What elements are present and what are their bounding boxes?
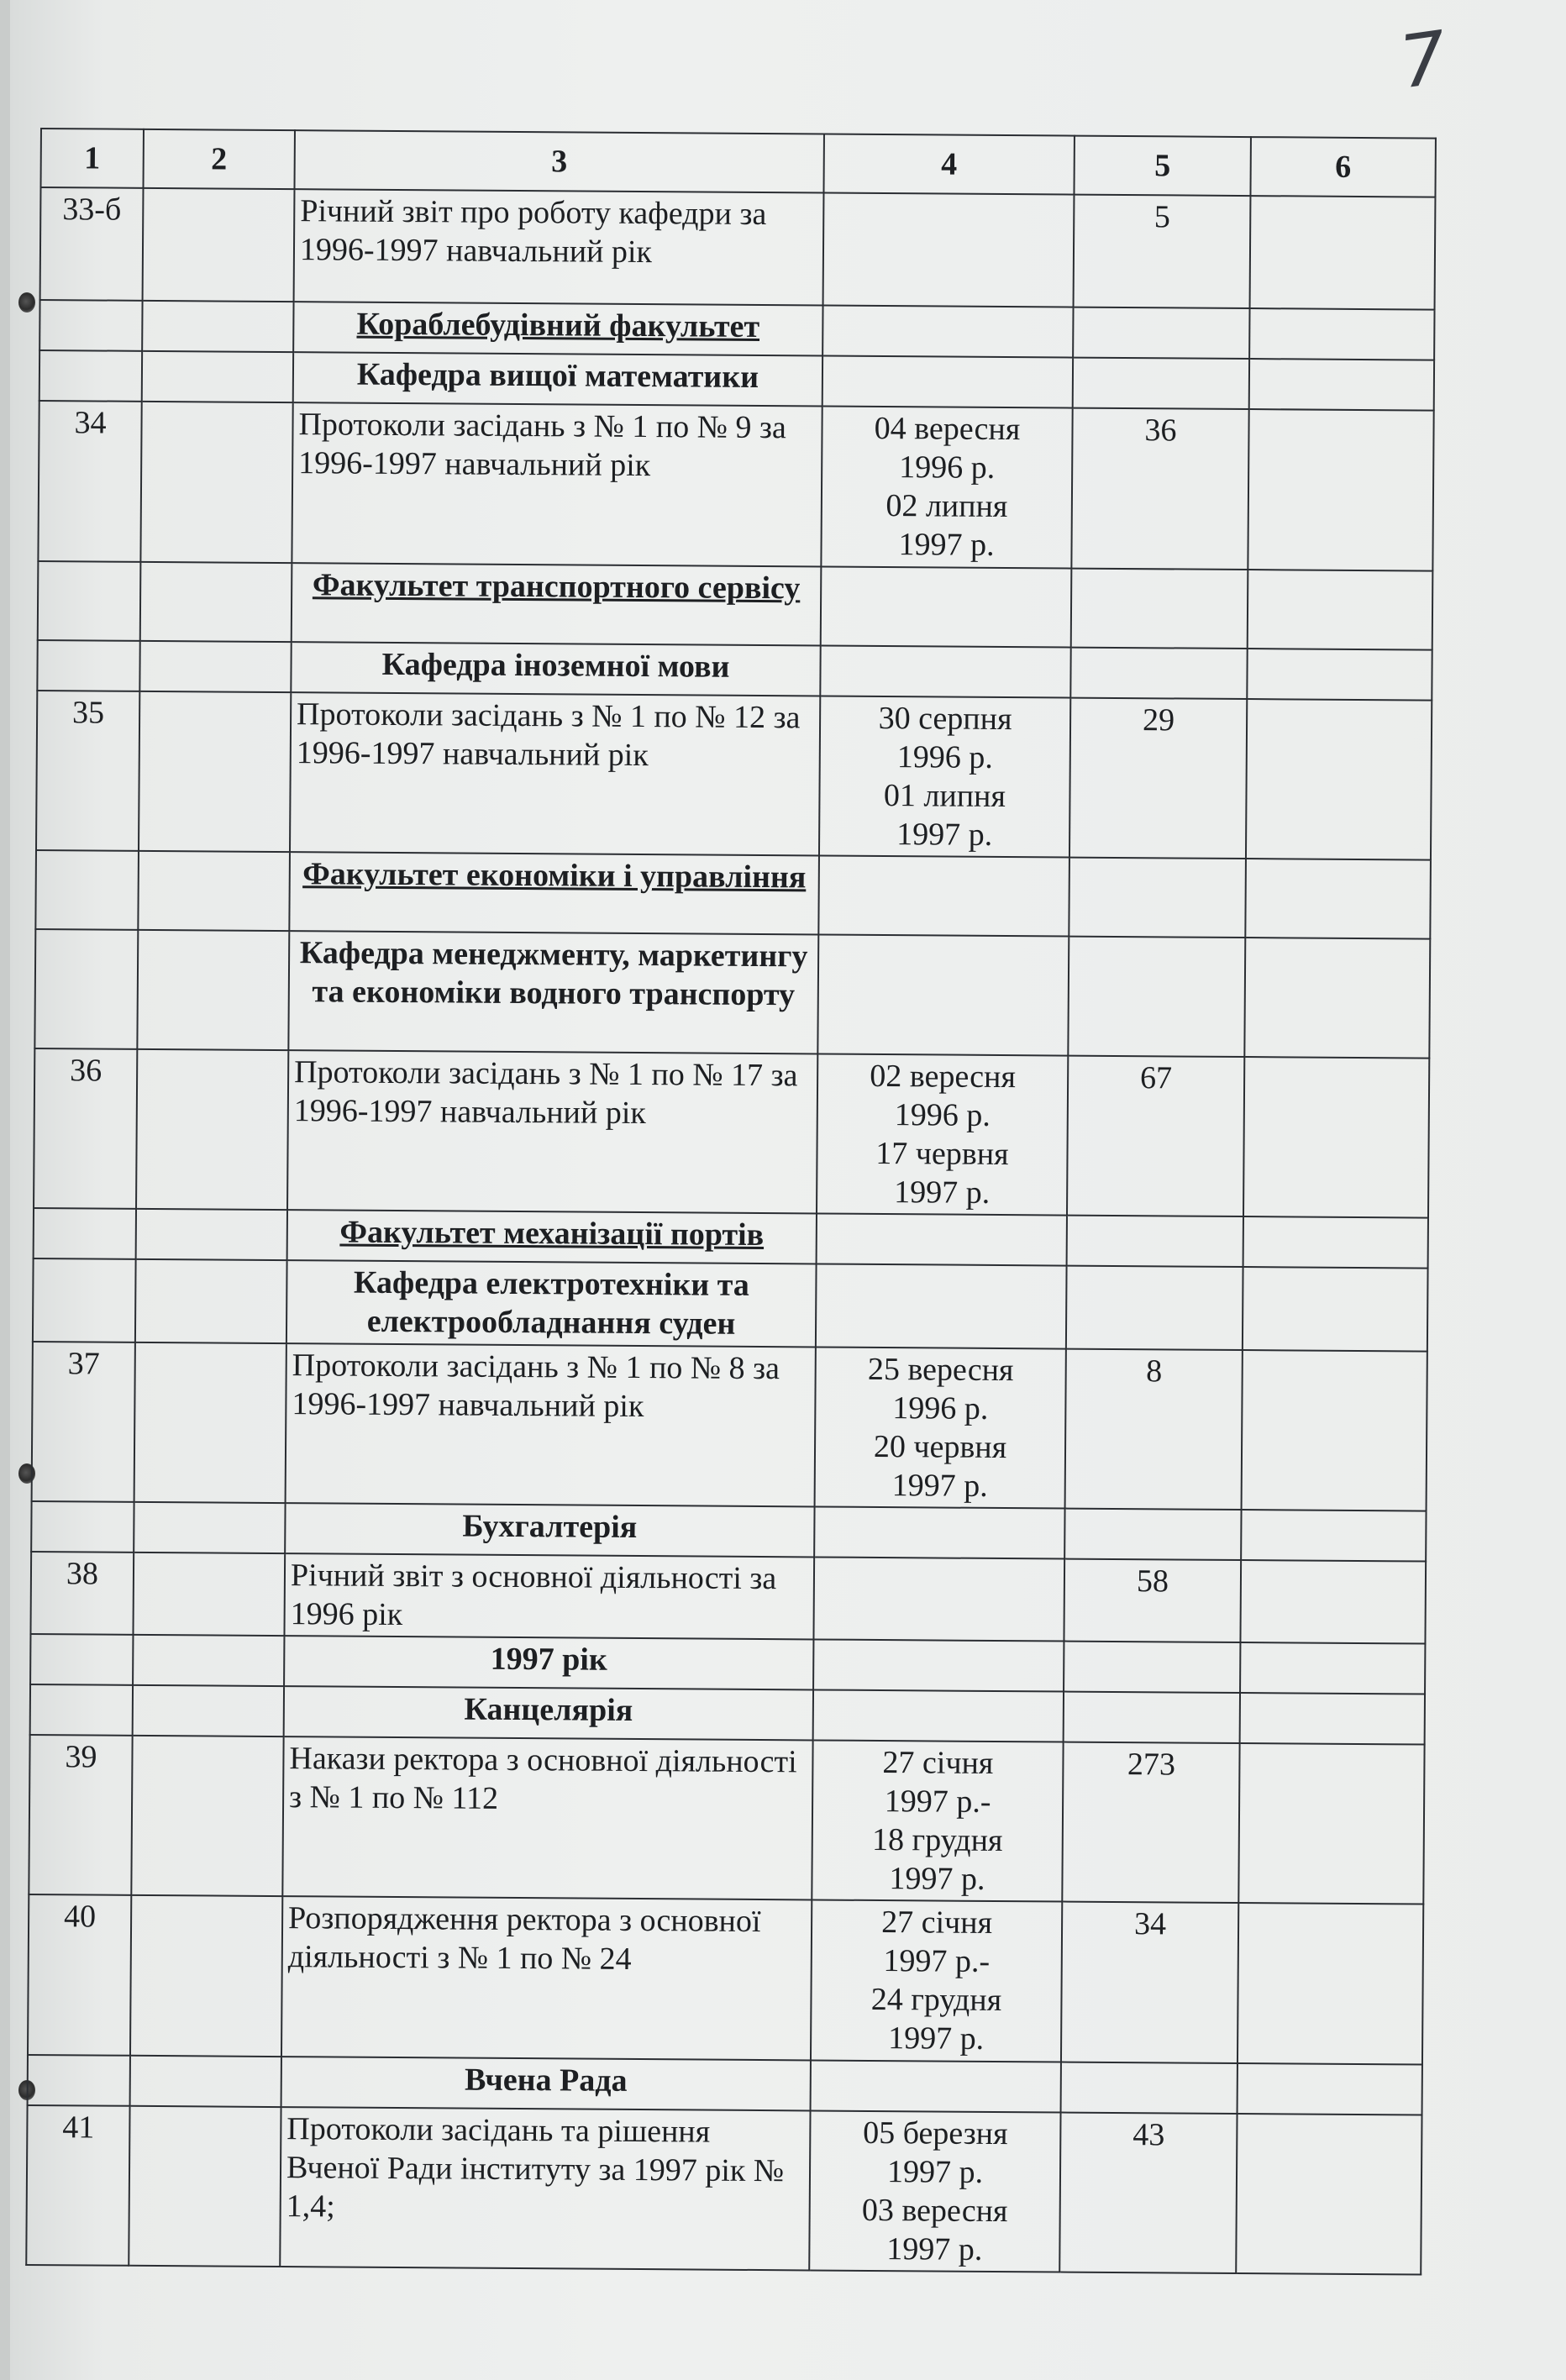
empty-cell: [1245, 859, 1431, 939]
date-line: 1997 р.-: [884, 1784, 991, 1820]
empty-cell: [1249, 308, 1434, 360]
empty-cell: [131, 1736, 283, 1896]
empty-cell: [28, 2054, 130, 2105]
empty-cell: [1240, 1560, 1426, 1644]
faculty-title: Факультет транспортного сервісу: [292, 563, 822, 646]
empty-cell: [1243, 1057, 1429, 1218]
sheet-count-cell: 67: [1067, 1056, 1244, 1217]
empty-cell: [1071, 568, 1248, 649]
date-line: 1997 р.: [896, 816, 993, 853]
date-line: 1997 р.-: [883, 1943, 991, 1980]
date-range-cell: [811, 1900, 1062, 2062]
item-number-cell: 33-б: [40, 187, 144, 301]
date-range-cell: [813, 1557, 1064, 1641]
date-line: 03 вересня: [861, 2192, 1008, 2229]
date-line: 02 вересня: [870, 1059, 1017, 1095]
date-line: 1996 р.: [892, 1390, 989, 1426]
department-title: Бухгалтерія: [285, 1503, 814, 1557]
inventory-table: [25, 128, 1437, 2276]
empty-cell: [820, 645, 1070, 697]
empty-cell: [39, 350, 142, 402]
empty-cell: [1236, 2114, 1421, 2275]
empty-cell: [822, 356, 1073, 408]
empty-cell: [1064, 1508, 1241, 1560]
empty-cell: [1247, 649, 1432, 701]
empty-cell: [135, 1259, 287, 1342]
empty-cell: [817, 1214, 1067, 1266]
faculty-title: Факультет економіки і управління: [289, 852, 819, 935]
faculty-header-row: [38, 560, 1433, 649]
item-title-cell: Річний звіт з основної діяльності за 1996 рік: [284, 1553, 814, 1640]
empty-cell: [1240, 1642, 1425, 1694]
empty-cell: [138, 851, 290, 931]
empty-cell: [821, 566, 1072, 647]
empty-cell: [1242, 1350, 1427, 1511]
date-line: 1997 р.: [887, 2020, 985, 2057]
date-line: 05 березня: [863, 2115, 1008, 2151]
date-range-cell: [821, 407, 1072, 568]
date-line: 27 січня: [881, 1905, 993, 1941]
empty-cell: [1070, 647, 1247, 699]
empty-cell: [139, 691, 291, 852]
empty-cell: [139, 640, 291, 691]
item-number-cell: 40: [28, 1894, 131, 2055]
date-line: 20 червня: [873, 1428, 1007, 1465]
sheet-count-cell: 5: [1074, 195, 1251, 309]
empty-cell: [1064, 1692, 1240, 1744]
empty-cell: [133, 1635, 284, 1686]
date-line: 30 серпня: [878, 700, 1012, 737]
empty-cell: [133, 1685, 284, 1736]
empty-cell: [133, 1553, 285, 1636]
column-header: 4: [823, 134, 1074, 195]
item-title-cell: Річний звіт про роботу кафедри за 1996-1997 навчальний рік: [294, 189, 824, 306]
item-title-cell: Накази ректора з основної діяльності з № 1 по № 112: [282, 1736, 812, 1900]
item-number-cell: 39: [29, 1735, 132, 1895]
empty-cell: [1249, 359, 1434, 411]
empty-cell: [1068, 937, 1245, 1058]
date-line: 1997 р.: [891, 1467, 988, 1504]
empty-cell: [129, 2105, 281, 2267]
table-row: [28, 1894, 1423, 2064]
faculty-title: Факультет механізації портів: [287, 1210, 817, 1264]
date-line: 01 липня: [883, 777, 1006, 814]
column-header: 3: [294, 130, 823, 192]
empty-cell: [134, 1342, 286, 1502]
date-line: 1997 р.: [894, 1174, 991, 1211]
department-title: Канцелярія: [284, 1686, 813, 1740]
date-line: 1997 р.: [886, 2153, 984, 2190]
department-title: Вчена Рада: [281, 2057, 811, 2110]
empty-cell: [1243, 1267, 1428, 1351]
empty-cell: [38, 560, 141, 640]
date-line: 25 вересня: [867, 1351, 1014, 1388]
empty-cell: [822, 306, 1073, 358]
date-range-cell: [812, 1741, 1063, 1902]
empty-cell: [1241, 1510, 1426, 1562]
sheet-count-cell: 36: [1071, 408, 1248, 570]
faculty-title: Кораблебудівний факультет: [293, 302, 822, 355]
department-title: Кафедра вищої математики: [293, 352, 822, 406]
table-row: [26, 2105, 1421, 2275]
item-title-cell: Протоколи засідань з № 1 по № 17 за 1996-1997 навчальний рік: [287, 1050, 817, 1214]
empty-cell: [1248, 570, 1433, 650]
empty-cell: [1250, 196, 1436, 310]
empty-cell: [39, 300, 142, 351]
empty-cell: [1246, 699, 1432, 860]
empty-cell: [30, 1634, 133, 1685]
sheet-count-cell: 43: [1059, 2112, 1237, 2273]
empty-cell: [136, 1209, 287, 1260]
empty-cell: [811, 2060, 1061, 2112]
empty-cell: [34, 1208, 136, 1259]
binder-hole-icon: [18, 292, 35, 313]
date-range-cell: [817, 1054, 1068, 1216]
table-row: [36, 691, 1432, 860]
empty-cell: [1243, 1216, 1428, 1269]
item-number-cell: 38: [30, 1552, 134, 1635]
sheet-count-cell: 273: [1062, 1742, 1239, 1904]
empty-cell: [140, 402, 292, 562]
department-title: Кафедра іноземної мови: [291, 642, 820, 696]
document-page: [10, 0, 1566, 2380]
empty-cell: [1238, 2063, 1422, 2115]
table-row: [29, 1735, 1424, 1905]
empty-cell: [142, 301, 293, 352]
empty-cell: [1061, 2062, 1238, 2114]
date-line: 24 грудня: [870, 1982, 1002, 2019]
faculty-header-row: [35, 850, 1431, 939]
empty-cell: [818, 855, 1069, 936]
empty-cell: [130, 1895, 282, 2056]
empty-cell: [37, 640, 139, 691]
empty-cell: [136, 1049, 288, 1210]
department-header-row: [33, 1258, 1428, 1351]
date-line: 1996 р.: [899, 449, 996, 486]
empty-cell: [140, 561, 292, 641]
empty-cell: [813, 1689, 1064, 1742]
item-number-cell: 37: [32, 1342, 135, 1502]
date-line: 1996 р.: [896, 738, 993, 775]
table-row: [32, 1342, 1427, 1511]
table-row: [38, 401, 1433, 570]
empty-cell: [137, 930, 289, 1050]
item-title-cell: Розпорядження ректора з основної діяльності з № 1 по № 24: [281, 1896, 812, 2060]
empty-cell: [1240, 1693, 1425, 1745]
column-header: 6: [1250, 137, 1435, 197]
date-range-cell: [819, 696, 1070, 857]
item-title-cell: Протоколи засідань з № 1 по № 12 за 1996-1997 навчальний рік: [290, 692, 820, 856]
date-line: 1997 р.: [898, 527, 995, 564]
empty-cell: [1073, 307, 1249, 360]
date-line: 18 грудня: [871, 1822, 1003, 1859]
date-line: 17 червня: [875, 1136, 1009, 1173]
empty-cell: [35, 850, 139, 930]
empty-cell: [33, 1258, 136, 1342]
empty-cell: [142, 351, 293, 402]
table-body: [26, 187, 1435, 2275]
date-line: 1996 р.: [894, 1097, 991, 1134]
empty-cell: [814, 1506, 1064, 1558]
date-range-cell: [823, 193, 1075, 307]
empty-cell: [1248, 409, 1433, 570]
empty-cell: [1067, 1216, 1243, 1268]
department-title: Кафедра електротехніки та електрообладнання суден: [286, 1261, 817, 1348]
column-header: 1: [41, 129, 144, 188]
column-header: 2: [144, 129, 295, 189]
empty-cell: [31, 1501, 134, 1553]
sheet-count-cell: 8: [1065, 1348, 1243, 1510]
item-title-cell: Протоколи засідань з № 1 по № 9 за 1996-1997 навчальний рік: [292, 402, 822, 566]
sheet-count-cell: 34: [1061, 1902, 1238, 2063]
date-line: 1997 р.: [889, 1861, 985, 1897]
column-header: 5: [1074, 136, 1250, 196]
empty-cell: [1073, 358, 1249, 410]
date-line: 04 вересня: [874, 411, 1021, 448]
date-range-cell: [809, 2110, 1060, 2272]
empty-cell: [34, 929, 138, 1049]
table-header-row: [41, 129, 1436, 197]
department-title: 1997 рік: [284, 1636, 813, 1689]
empty-cell: [816, 1264, 1067, 1348]
date-line: 27 січня: [882, 1745, 994, 1782]
item-number-cell: 36: [34, 1048, 137, 1209]
department-title: Кафедра менеджменту, маркетингу та економіки водного транспорту: [288, 931, 818, 1054]
item-title-cell: Протоколи засідань з № 1 по № 8 за 1996-1997 навчальний рік: [286, 1343, 816, 1507]
empty-cell: [143, 188, 295, 302]
item-number-cell: 34: [38, 401, 141, 561]
date-line: 1997 р.: [886, 2230, 983, 2267]
department-header-row: [34, 929, 1430, 1059]
empty-cell: [134, 1502, 285, 1553]
empty-cell: [1244, 938, 1430, 1059]
sheet-count-cell: 29: [1069, 697, 1247, 859]
empty-cell: [30, 1684, 133, 1736]
empty-cell: [1066, 1266, 1243, 1350]
empty-cell: [1238, 1743, 1424, 1905]
table-row: [40, 187, 1436, 310]
date-range-cell: [815, 1347, 1066, 1508]
empty-cell: [130, 2055, 281, 2106]
date-line: 02 липня: [885, 488, 1008, 525]
handwritten-page-number: 7: [1395, 15, 1453, 106]
sheet-count-cell: 58: [1064, 1558, 1241, 1642]
item-number-cell: 41: [26, 2105, 129, 2266]
empty-cell: [813, 1639, 1064, 1691]
table-row: [30, 1552, 1426, 1644]
empty-cell: [1064, 1642, 1240, 1694]
empty-cell: [817, 934, 1069, 1055]
empty-cell: [1069, 857, 1246, 938]
item-number-cell: 35: [36, 691, 139, 851]
empty-cell: [1238, 1903, 1423, 2064]
table-row: [34, 1048, 1429, 1218]
item-title-cell: Протоколи засідань та рішення Вченої Ради інституту за 1997 рік № 1,4;: [280, 2107, 810, 2271]
